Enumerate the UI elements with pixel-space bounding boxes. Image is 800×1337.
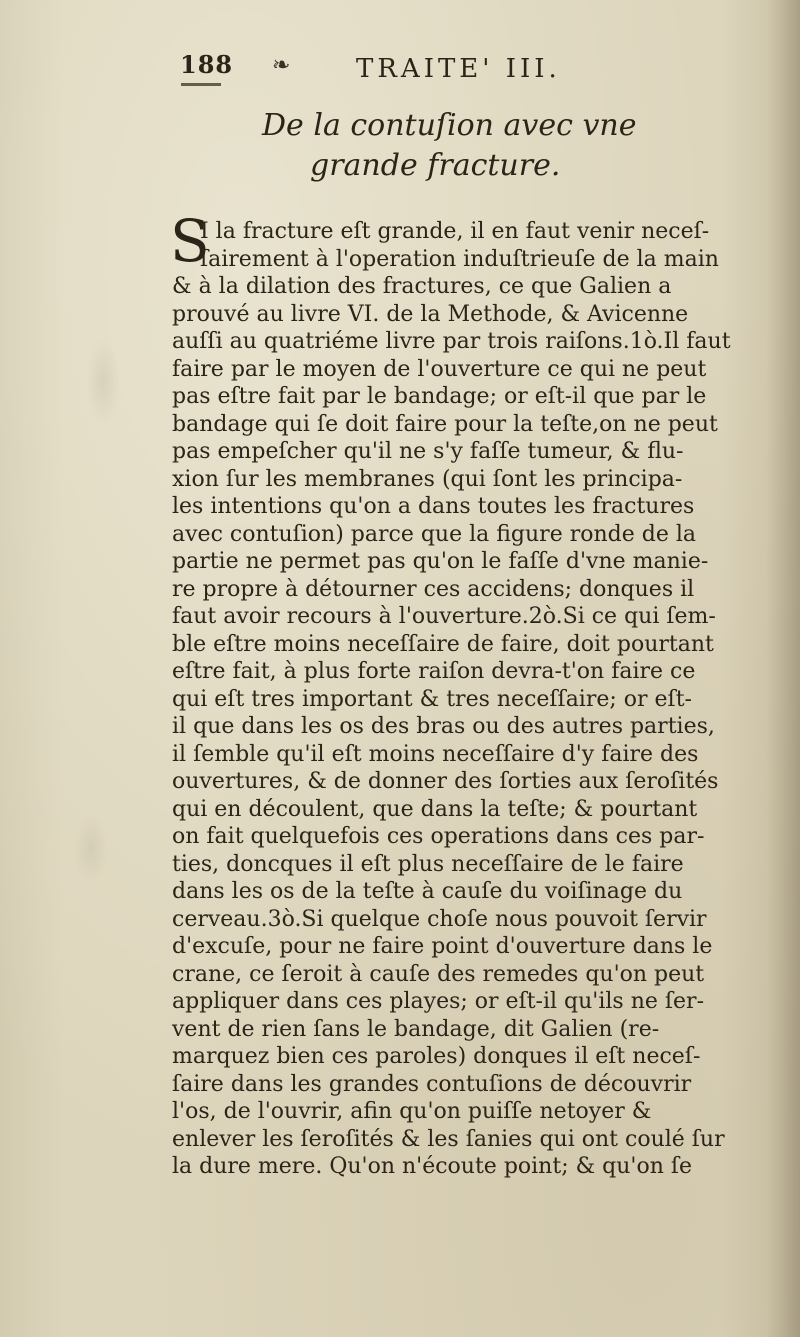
- page-gutter-shadow: [766, 0, 800, 1337]
- text-line: qui eſt tres important & tres neceſſaire; or eſt-: [172, 686, 692, 712]
- text-line: avec contuſion) parce que la figure ronde de la: [172, 521, 696, 547]
- body-text: [170, 207, 770, 1181]
- paper-stain: [74, 814, 108, 884]
- text-line: l'os, de l'ouvrir, afin qu'on puiſſe netoyer &: [172, 1099, 652, 1124]
- text-line: il que dans les os des bras ou des autres parties,: [172, 714, 715, 739]
- text-line: faut avoir recours à l'ouverture.2ò.Si ce qui ſem-: [172, 604, 716, 629]
- fleuron-ornament-icon: ❧: [272, 53, 291, 78]
- paper-stain: [86, 338, 120, 426]
- text-line: les intentions qu'on a dans toutes les fractures: [172, 494, 695, 519]
- text-line: dans les os de la teſte à cauſe du voiſinage du: [172, 879, 683, 904]
- text-line: qui en découlent, que dans la teſte; & pourtant: [172, 796, 698, 822]
- text-line: & à la dilation des fractures, ce que Galien a: [172, 274, 672, 299]
- page-number: 188: [180, 50, 234, 79]
- text-line: ties, doncques il eſt plus neceſſaire de le faire: [172, 851, 684, 877]
- text-line: enlever les ſeroſités & les ſanies qui ont coulé ſur: [172, 1126, 725, 1152]
- section-heading-line: grande fracture.: [310, 148, 561, 183]
- drop-cap: S: [170, 207, 210, 275]
- text-line: cerveau.3ò.Si quelque choſe nous pouvoit ſervir: [172, 906, 707, 932]
- text-line: re propre à détourner ces accidens; donques il: [172, 576, 695, 602]
- text-line: ouvertures, & de donner des ſorties aux ſeroſités: [172, 769, 719, 794]
- text-line: bandage qui ſe doit faire pour la teſte,on ne peut: [172, 411, 718, 437]
- text-line: faire par le moyen de l'ouverture ce qui ne peut: [172, 356, 707, 382]
- text-line: auſſi au quatriéme livre par trois raiſons.1ò.Il faut: [172, 329, 731, 354]
- text-line: pas empeſcher qu'il ne s'y faſſe tumeur, & flu-: [172, 439, 684, 464]
- text-line: pas eſtre fait par le bandage; or eſt-il que par le: [172, 384, 707, 409]
- text-line: eſtre fait, à plus forte raiſon devra-t'on faire ce: [172, 659, 696, 684]
- text-line: ble eſtre moins neceſſaire de faire, doit pourtant: [172, 631, 714, 657]
- text-line: ſairement à l'operation induſtrieuſe de la main: [200, 246, 719, 272]
- text-line: ſaire dans les grandes contuſions de découvrir: [172, 1071, 692, 1097]
- page-number-underline: [181, 83, 221, 86]
- text-line: appliquer dans ces playes; or eſt-il qu'ils ne ſer-: [172, 989, 704, 1014]
- text-line: marquez bien ces paroles) donques il eſt neceſ-: [172, 1044, 701, 1069]
- text-line: xion ſur les membranes (qui ſont les principa-: [172, 466, 683, 492]
- text-line: on fait quelquefois ces operations dans ces par-: [172, 824, 705, 849]
- running-title: TRAITE' III.: [356, 54, 561, 84]
- section-heading: [262, 106, 712, 186]
- text-line: la dure mere. Qu'on n'écoute point; & qu'on ſe: [172, 1154, 693, 1179]
- text-line: prouvé au livre VI. de la Methode, & Avicenne: [172, 301, 689, 327]
- text-line: partie ne permet pas qu'on le faſſe d'vne manie-: [172, 549, 709, 574]
- text-line: d'excuſe, pour ne faire point d'ouverture dans le: [172, 934, 713, 959]
- text-line: I la fracture eſt grande, il en faut venir neceſ-: [200, 219, 710, 244]
- text-line: il ſemble qu'il eſt moins neceſſaire d'y faire des: [172, 741, 699, 767]
- text-line: crane, ce ſeroit à cauſe des remedes qu'on peut: [172, 961, 705, 987]
- page-header: [180, 50, 640, 90]
- text-line: vent de rien ſans le bandage, dit Galien (re-: [172, 1016, 660, 1042]
- section-heading-line: De la contuſion avec vne: [262, 108, 637, 143]
